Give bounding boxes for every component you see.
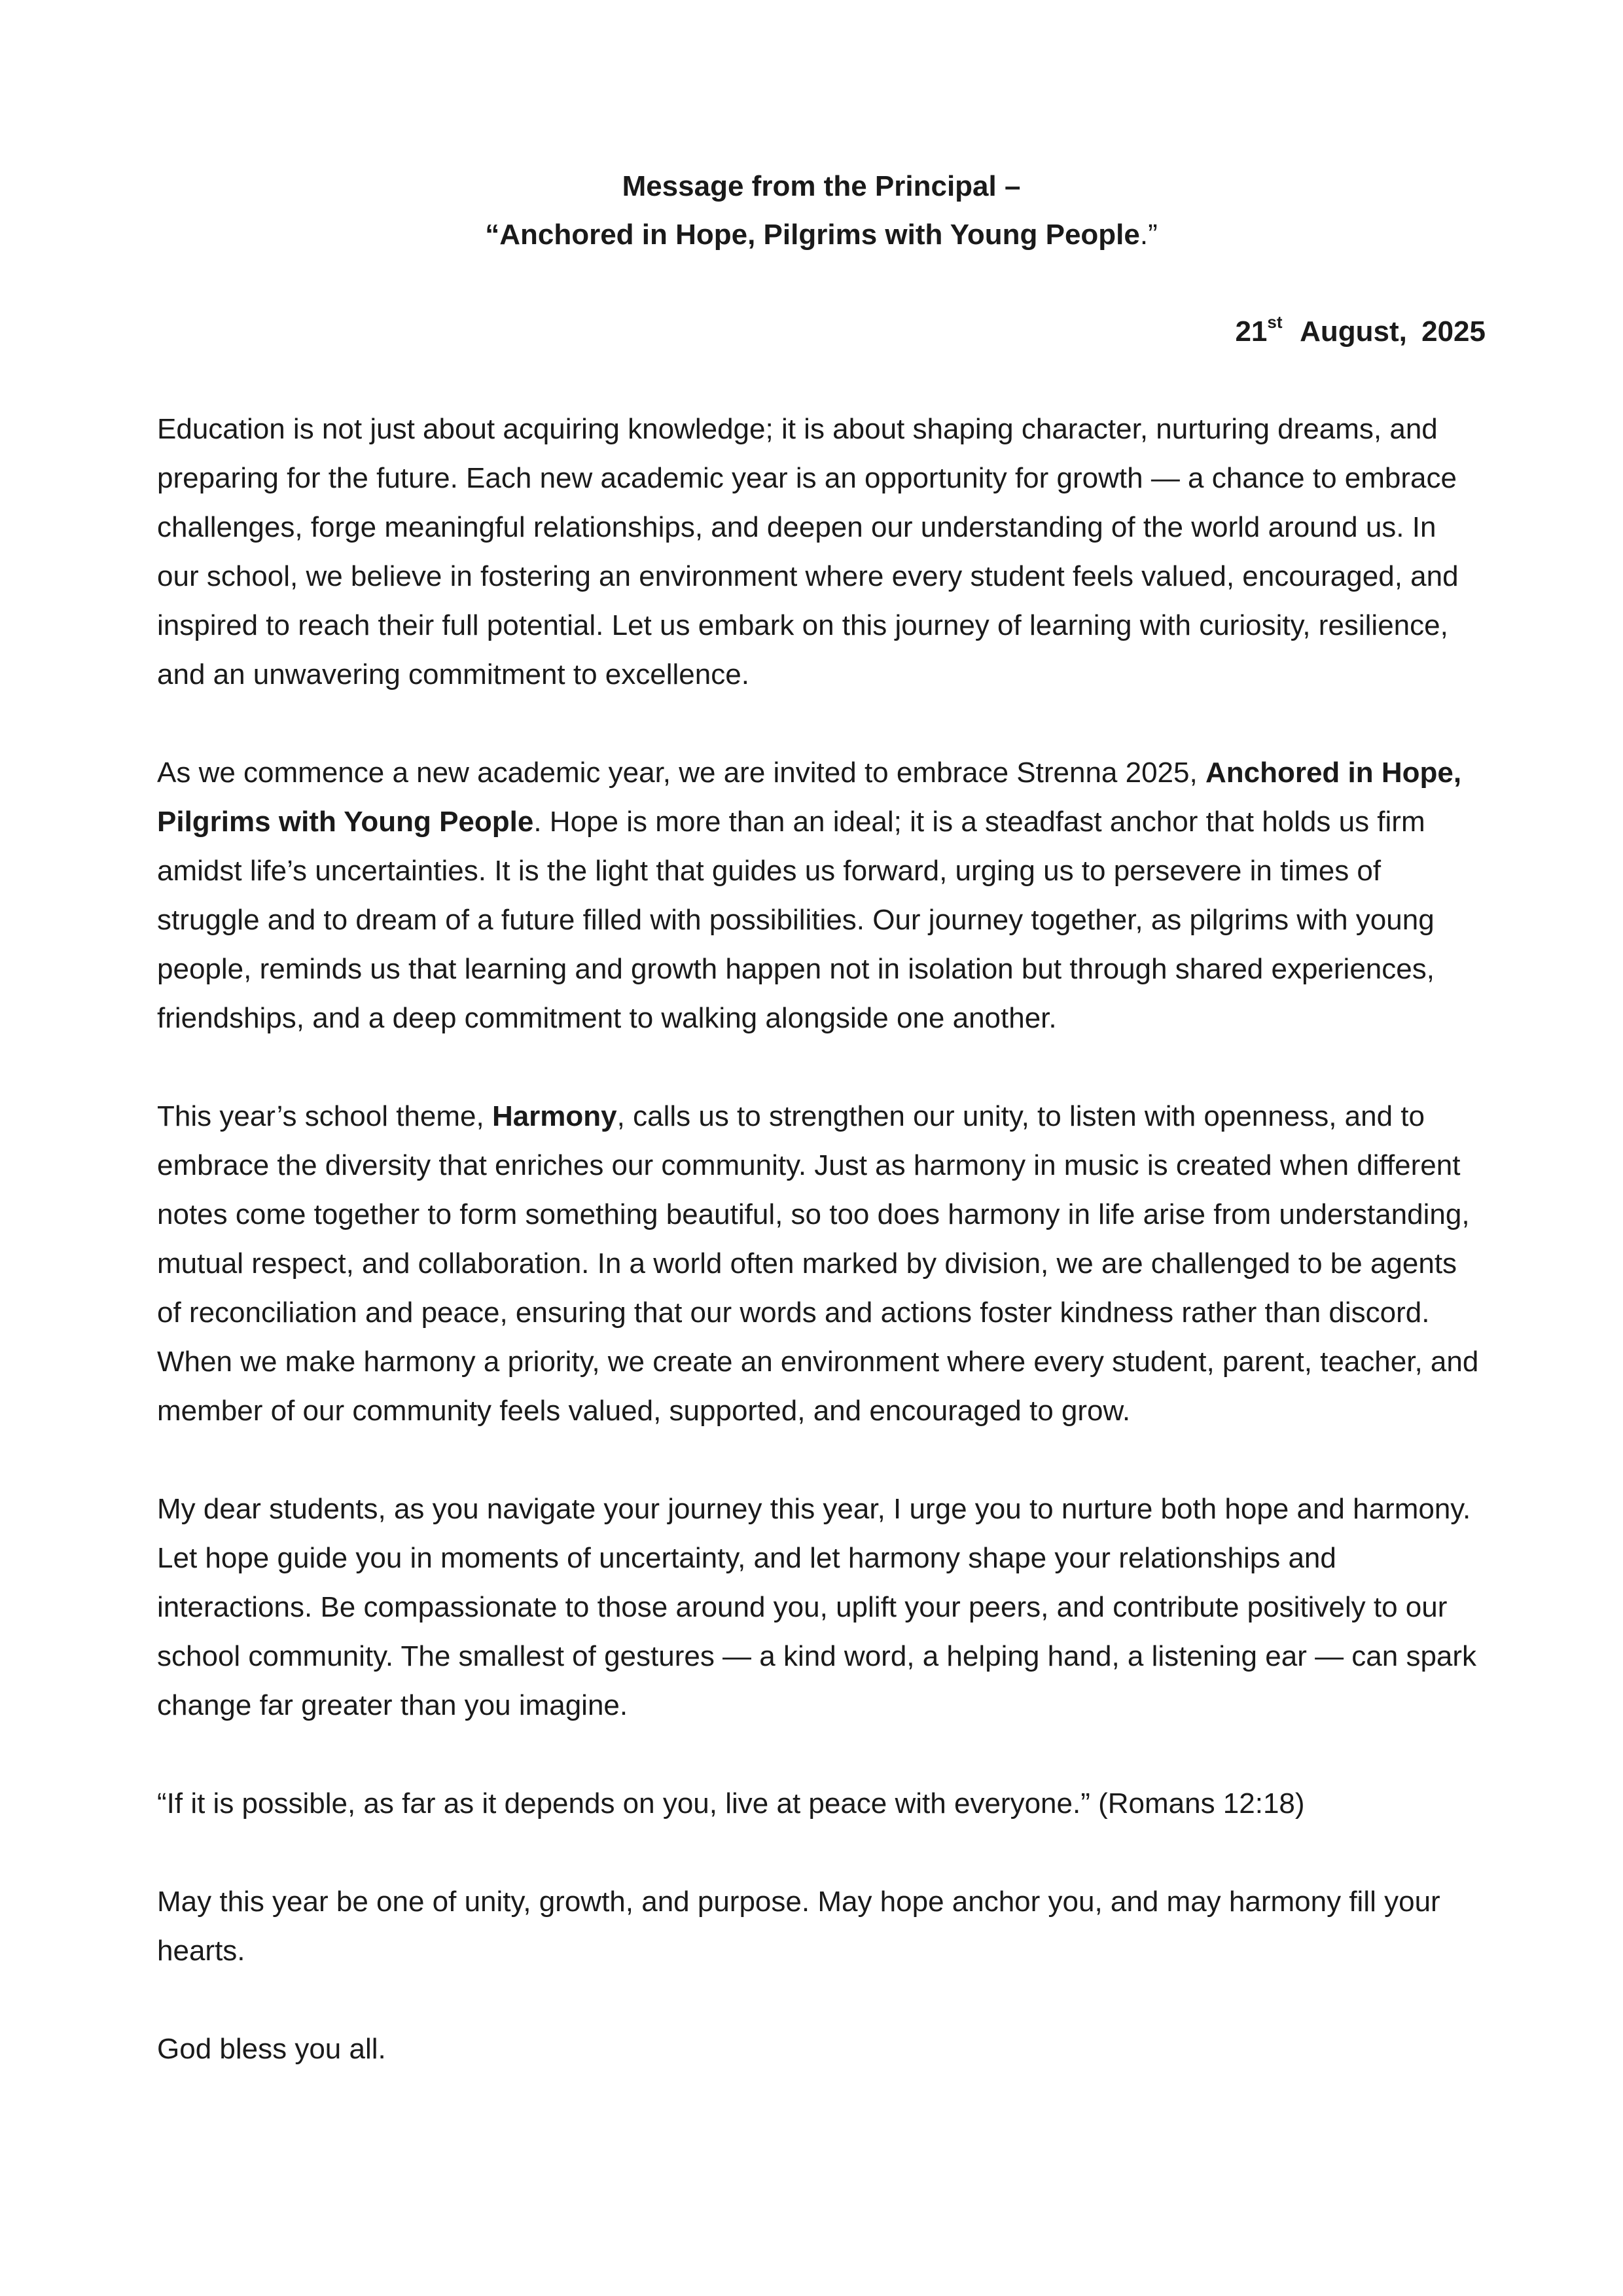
letter-body <box>157 162 1486 2123</box>
paragraph-4: My dear students, as you navigate your journey this year, I urge you to nurture both hope and harmony. Let hope guide you in moments of uncertainty, and let harmony shape your relationships and interactions. Be compassionate to those around you, uplift your peers, and contribute positively to our school community. The smallest of gestures — a kind word, a helping hand, a listening ear — can spark change far greater than you imagine. <box>157 1493 1477 1721</box>
paragraph-2-start: As we commence a new academic year, we are invited to embrace Strenna 2025, <box>157 757 1205 789</box>
paragraph-3 <box>157 1092 1486 1435</box>
paragraph-3-start: This year’s school theme, <box>157 1100 492 1132</box>
paragraph-1: Education is not just about acquiring knowledge; it is about shaping character, nurturing dreams, and preparing for the future. Each new academic year is an opportunity for growth — a chance to embrace challenges, forge meaningful relationships, and deepen our understanding of the world around us. In our school, we believe in fostering an environment where every student feels valued, encouraged, and inspired to reach their full potential. Let us embark on this journey of learning with curiosity, resilience, and an unwavering commitment to excellence. <box>157 413 1459 691</box>
paragraph-2 <box>157 748 1486 1043</box>
school-theme: Harmony <box>491 1100 617 1132</box>
title-line-2 <box>157 211 1486 259</box>
date-month: August, <box>1300 315 1407 348</box>
paragraph-6: May this year be one of unity, growth, and purpose. May hope anchor you, and may harmony fill your hearts. <box>157 1886 1440 1967</box>
closing-blessing: God bless you all. <box>157 2033 386 2065</box>
title-theme: Anchored in Hope, Pilgrims with Young People <box>499 219 1140 251</box>
strenna-theme: Anchored in Hope, Pilgrims with Young People <box>157 757 1462 838</box>
letter-date <box>157 308 1486 356</box>
date-year: 2025 <box>1421 315 1486 348</box>
date-ordinal: st <box>1267 312 1283 332</box>
date-day: 21 <box>1235 315 1268 348</box>
title-line-1: Message from the Principal – <box>622 170 1021 202</box>
paragraph-2-end: . Hope is more than an ideal; it is a steadfast anchor that holds us firm amidst life’s uncertainties. It is the light that guides us forward, urging us to persevere in times of struggle and to dream of a future filled with possibilities. Our journey together, as pilgrims with young people, reminds us that learning and growth happen not in isolation but through shared experiences, friendships, and a deep commitment to walking alongside one another. <box>157 806 1435 1034</box>
title-quote-close: .” <box>1139 219 1158 251</box>
title-quote-open: “ <box>485 219 500 251</box>
scripture-quote: “If it is possible, as far as it depends on you, live at peace with everyone.” (Romans 12:18) <box>157 1787 1305 1820</box>
letter-title <box>157 162 1486 259</box>
paragraph-3-end: , calls us to strengthen our unity, to listen with openness, and to embrace the diversity that enriches our community. Just as harmony in music is created when different notes come together to form something beautiful, so too does harmony in life arise from understanding, mutual respect, and collaboration. In a world often marked by division, we are challenged to be agents of reconciliation and peace, ensuring that our words and actions foster kindness rather than discord. When we make harmony a priority, we create an environment where every student, parent, teacher, and member of our community feels valued, supported, and encouraged to grow. <box>157 1100 1479 1427</box>
